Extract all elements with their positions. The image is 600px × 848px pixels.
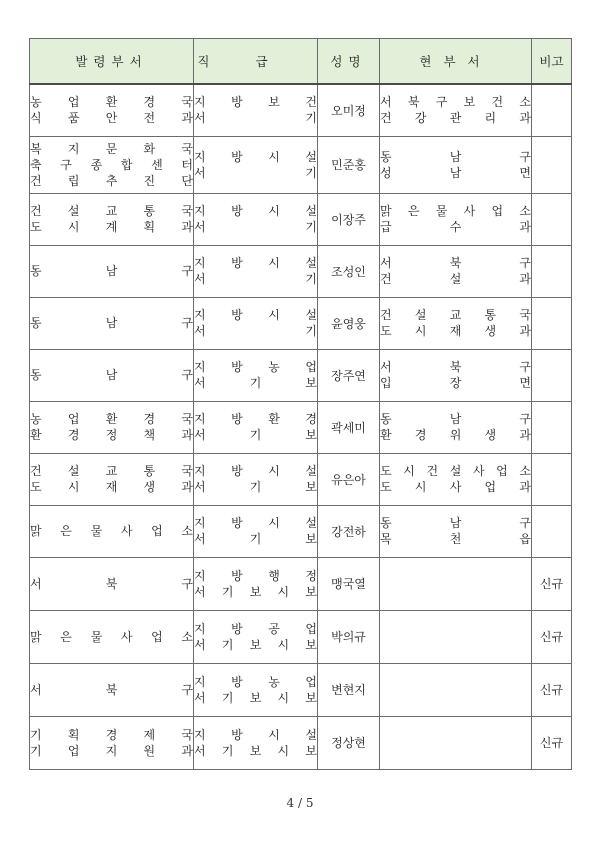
current-dept-cell: [380, 136, 532, 193]
cell-line: 건 설 교 통 국: [30, 464, 193, 478]
table-row: [30, 245, 572, 297]
position-cell: [194, 401, 318, 453]
position-cell: [194, 610, 318, 663]
cell-line: 지 방 보 건: [194, 95, 317, 110]
cell-line: 지 방 시 설: [194, 308, 317, 322]
position-cell: [194, 453, 318, 505]
position-cell: [194, 505, 318, 557]
name-cell: 유은아: [318, 453, 380, 505]
name-cell: 정상현: [318, 716, 380, 769]
name-cell: 맹국열: [318, 557, 380, 610]
remarks-cell: 신규: [532, 716, 572, 769]
position-cell: [194, 245, 318, 297]
table-row: [30, 297, 572, 349]
cell-line: 지 방 공 업: [194, 621, 317, 636]
table-row: [30, 610, 572, 663]
cell-line: 지 방 행 정: [194, 568, 317, 583]
name-cell: 이장주: [318, 193, 380, 245]
cell-line: 맑 은 물 사 업 소: [30, 524, 193, 538]
cell-line: 복 지 문 화 국: [30, 141, 193, 156]
cell-line: 서 북 구: [380, 256, 531, 270]
cell-line: 서 기 보 시 보: [194, 637, 317, 652]
name-cell: 오미정: [318, 84, 380, 136]
cell-line: 동 남 구: [380, 412, 531, 426]
cell-line: 지 방 시 설: [194, 256, 317, 270]
name-cell: 장주연: [318, 349, 380, 401]
personnel-table: [29, 38, 572, 770]
cell-line: 서 북 구: [30, 682, 193, 697]
remarks-cell: [532, 401, 572, 453]
cell-line: 지 방 시 설: [194, 204, 317, 218]
table-row: [30, 505, 572, 557]
issuing-dept-cell: [30, 453, 194, 505]
cell-line: 농 업 환 경 국: [30, 95, 193, 110]
issuing-dept-cell: [30, 297, 194, 349]
remarks-cell: 신규: [532, 557, 572, 610]
cell-line: 건 강 관 리 과: [380, 111, 531, 126]
position-cell: [194, 663, 318, 716]
cell-line: 서 기 보 시 보: [194, 690, 317, 705]
position-cell: [194, 84, 318, 136]
cell-line: 지 방 시 설: [194, 149, 317, 164]
cell-line: 지 방 시 설: [194, 464, 317, 478]
cell-line: 기 획 경 제 국: [30, 727, 193, 742]
cell-line: 동 남 구: [30, 316, 193, 330]
cell-line: 서 기 보: [194, 376, 317, 390]
cell-line: 목 천 읍: [380, 532, 531, 546]
cell-line: 식 품 안 전 과: [30, 111, 193, 126]
issuing-dept-cell: [30, 557, 194, 610]
table-row: [30, 557, 572, 610]
cell-line: 지 방 시 설: [194, 727, 317, 742]
current-dept-cell: [380, 401, 532, 453]
table-header-row: [30, 39, 572, 85]
cell-line: 동 남 구: [380, 149, 531, 164]
current-dept-cell: [380, 663, 532, 716]
current-dept-cell: [380, 245, 532, 297]
cell-line: 서 기 보: [194, 428, 317, 442]
cell-line: 서 북 구: [380, 360, 531, 374]
cell-line: 동 남 구: [30, 264, 193, 278]
position-cell: [194, 716, 318, 769]
cell-line: 환 경 위 생 과: [380, 428, 531, 442]
cell-line: 서 기: [194, 324, 317, 338]
header-issuing-dept: 발령부서: [30, 39, 194, 85]
header-position: 직급: [194, 39, 318, 85]
table-row: [30, 136, 572, 193]
current-dept-cell: [380, 193, 532, 245]
cell-line: 서 기: [194, 272, 317, 286]
current-dept-cell: [380, 349, 532, 401]
name-cell: 강전하: [318, 505, 380, 557]
remarks-cell: [532, 84, 572, 136]
cell-line: 동 남 구: [30, 368, 193, 382]
cell-line: 성 남 면: [380, 165, 531, 180]
issuing-dept-cell: [30, 84, 194, 136]
cell-line: 도 시 사 업 과: [380, 480, 531, 494]
cell-line: 서 기: [194, 111, 317, 126]
issuing-dept-cell: [30, 610, 194, 663]
cell-line: 동 남 구: [380, 516, 531, 530]
remarks-cell: [532, 193, 572, 245]
cell-line: 지 방 시 설: [194, 516, 317, 530]
cell-line: 맑 은 물 사 업 소: [380, 204, 531, 218]
issuing-dept-cell: [30, 716, 194, 769]
name-cell: 곽세미: [318, 401, 380, 453]
table-row: [30, 663, 572, 716]
current-dept-cell: [380, 610, 532, 663]
cell-line: 환 경 정 책 과: [30, 428, 193, 442]
issuing-dept-cell: [30, 505, 194, 557]
issuing-dept-cell: [30, 663, 194, 716]
issuing-dept-cell: [30, 349, 194, 401]
page-number: 4 / 5: [286, 796, 314, 810]
remarks-cell: [532, 453, 572, 505]
remarks-cell: [532, 245, 572, 297]
current-dept-cell: [380, 453, 532, 505]
cell-line: 서 기: [194, 220, 317, 234]
cell-line: 입 장 면: [380, 376, 531, 390]
header-name: 성명: [318, 39, 380, 85]
position-cell: [194, 349, 318, 401]
cell-line: 건 설 교 통 국: [380, 308, 531, 322]
name-cell: 박의규: [318, 610, 380, 663]
cell-line: 건 설 교 통 국: [30, 204, 193, 218]
cell-line: 서 기 보: [194, 480, 317, 494]
cell-line: 서 기 보 시 보: [194, 743, 317, 758]
cell-line: 서 북 구: [30, 576, 193, 591]
remarks-cell: [532, 297, 572, 349]
table-row: [30, 453, 572, 505]
remarks-cell: [532, 505, 572, 557]
issuing-dept-cell: [30, 193, 194, 245]
table-row: [30, 84, 572, 136]
cell-line: 서 기 보: [194, 532, 317, 546]
cell-line: 급 수 과: [380, 220, 531, 234]
cell-line: 지 방 농 업: [194, 674, 317, 689]
position-cell: [194, 136, 318, 193]
position-cell: [194, 193, 318, 245]
table-row: [30, 716, 572, 769]
issuing-dept-cell: [30, 245, 194, 297]
name-cell: 민준홍: [318, 136, 380, 193]
issuing-dept-cell: [30, 401, 194, 453]
remarks-cell: [532, 349, 572, 401]
current-dept-cell: [380, 297, 532, 349]
cell-line: 도 시 건 설 사 업 소: [380, 464, 531, 478]
cell-line: 지 방 환 경: [194, 412, 317, 426]
header-current-dept: 현부서: [380, 39, 532, 85]
cell-line: 건 설 과: [380, 272, 531, 286]
remarks-cell: 신규: [532, 663, 572, 716]
name-cell: 조성인: [318, 245, 380, 297]
current-dept-cell: [380, 84, 532, 136]
name-cell: 윤영웅: [318, 297, 380, 349]
cell-line: 기 업 지 원 과: [30, 743, 193, 758]
cell-line: 서 기: [194, 165, 317, 180]
current-dept-cell: [380, 505, 532, 557]
table-row: [30, 349, 572, 401]
remarks-cell: 신규: [532, 610, 572, 663]
cell-line: 축 구 종 합 센 터: [30, 157, 193, 172]
cell-line: 서 북 구 보 건 소: [380, 95, 531, 110]
cell-line: 건 립 추 진 단: [30, 173, 193, 188]
current-dept-cell: [380, 557, 532, 610]
cell-line: 도 시 계 획 과: [30, 220, 193, 234]
cell-line: 맑 은 물 사 업 소: [30, 629, 193, 644]
cell-line: 도 시 재 생 과: [380, 324, 531, 338]
table-row: [30, 193, 572, 245]
remarks-cell: [532, 136, 572, 193]
issuing-dept-cell: [30, 136, 194, 193]
table-row: [30, 401, 572, 453]
header-remarks: 비고: [532, 39, 572, 85]
cell-line: 도 시 재 생 과: [30, 480, 193, 494]
cell-line: 지 방 농 업: [194, 360, 317, 374]
cell-line: 농 업 환 경 국: [30, 412, 193, 426]
name-cell: 변현지: [318, 663, 380, 716]
position-cell: [194, 297, 318, 349]
current-dept-cell: [380, 716, 532, 769]
position-cell: [194, 557, 318, 610]
cell-line: 서 기 보 시 보: [194, 584, 317, 599]
